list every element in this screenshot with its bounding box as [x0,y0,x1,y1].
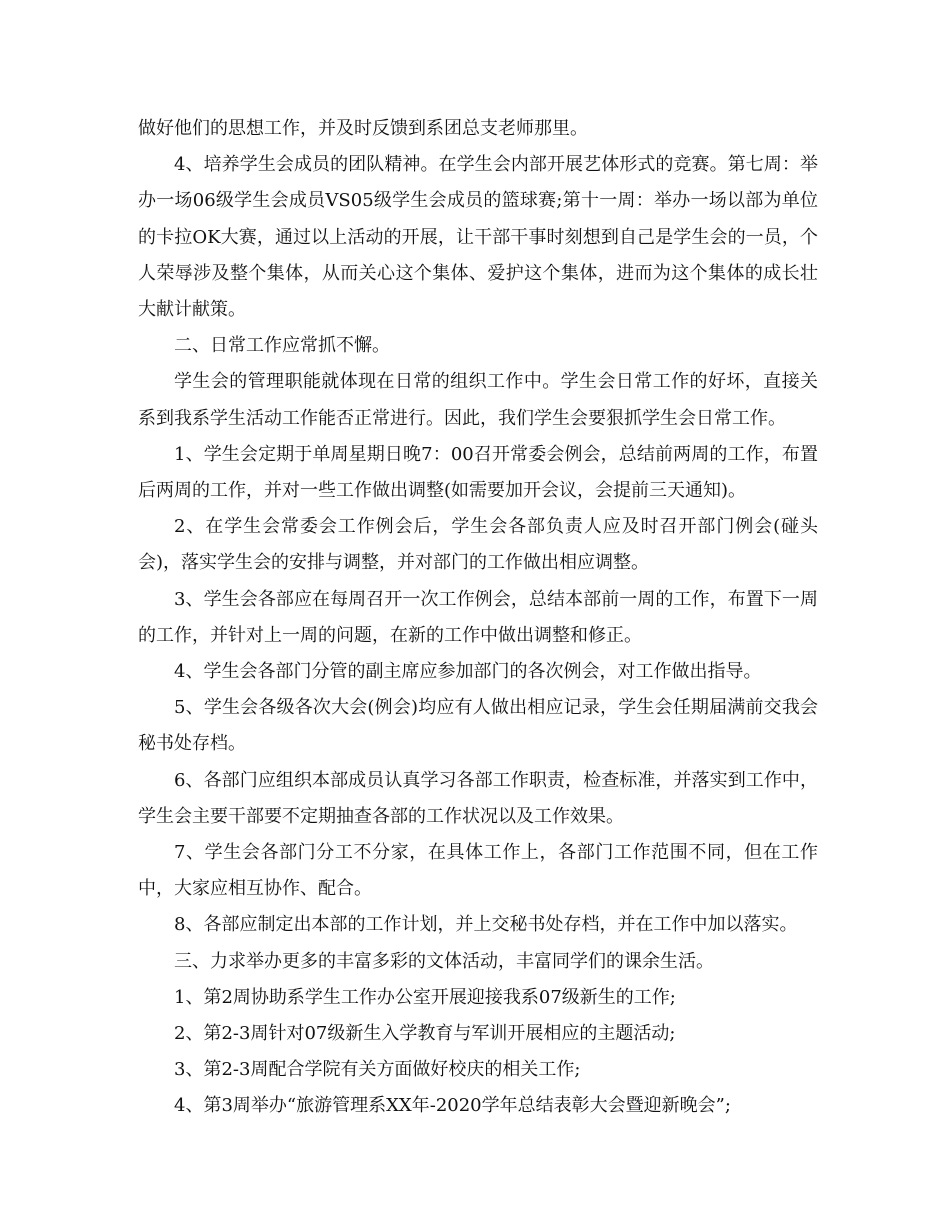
activity-item-3: 3、第2-3周配合学院有关方面做好校庆的相关工作; [174,1059,581,1081]
paragraph-continuation: 做好他们的思想工作，并及时反馈到系团总支老师那里。 [138,118,588,139]
list-item-5: 5、学生会各级各次大会(例会)均应有人做出相应记录，学生会任期届满前交我会秘书处存档。 [138,697,818,755]
document-body [138,111,818,1125]
list-item-4: 4、学生会各部门分管的副主席应参加部门的各次例会，对工作做出指导。 [174,661,762,683]
list-item-1: 1、学生会定期于单周星期日晚7：00召开常委会例会，总结前两周的工作，布置后两周的工作，并对一些工作做出调整(如需要加开会议，会提前三天通知)。 [138,443,818,502]
activity-item-4: 4、第3周举办“旅游管理系XX年-2020学年总结表彰大会暨迎新晚会”; [174,1095,731,1117]
list-item-2: 2、在学生会常委会工作例会后，学生会各部负责人应及时召开部门例会(碰头会)，落实学生会的安排与调整，并对部门的工作做出相应调整。 [138,516,818,574]
activity-item-1: 1、第2周协助系学生工作办公室开展迎接我系07级新生的工作; [174,986,676,1008]
activity-item-2: 2、第2-3周针对07级新生入学教育与军训开展相应的主题活动; [174,1023,676,1045]
list-item-3: 3、学生会各部应在每周召开一次工作例会，总结本部前一周的工作，布置下一周的工作，并针对上一周的问题，在新的工作中做出调整和修正。 [138,588,818,646]
list-item-6: 6、各部门应组织本部成员认真学习各部工作职责，检查标准，并落实到工作中，学生会主要干部要不定期抽查各部的工作状况以及工作效果。 [138,769,818,827]
paragraph-team-spirit: 4、培养学生会成员的团队精神。在学生会内部开展艺体形式的竞赛。第七周：举办一场06级学生会成员VS05级学生会成员的篮球赛;第十一周：举办一场以部为单位的卡拉OK大赛，通过以上活动的开展，让干部干事时刻想到自己是学生会的一员，个人荣辱涉及整个集体，从而关心这个集体、爱护这个集体，进而为这个集体的成长壮大献计献策。 [138,154,818,321]
list-item-8: 8、各部应制定出本部的工作计划，并上交秘书处存档，并在工作中加以落实。 [174,914,798,936]
paragraph-daily-work-intro: 学生会的管理职能就体现在日常的组织工作中。学生会日常工作的好坏，直接关系到我系学生活动工作能否正常进行。因此，我们学生会要狠抓学生会日常工作。 [138,371,818,429]
list-item-7: 7、学生会各部门分工不分家，在具体工作上，各部门工作范围不同，但在工作中，大家应相互协作、配合。 [138,842,818,900]
section-heading-daily-work: 二、日常工作应常抓不懈。 [174,335,390,357]
section-heading-activities: 三、力求举办更多的丰富多彩的文体活动，丰富同学们的课余生活。 [174,950,714,972]
